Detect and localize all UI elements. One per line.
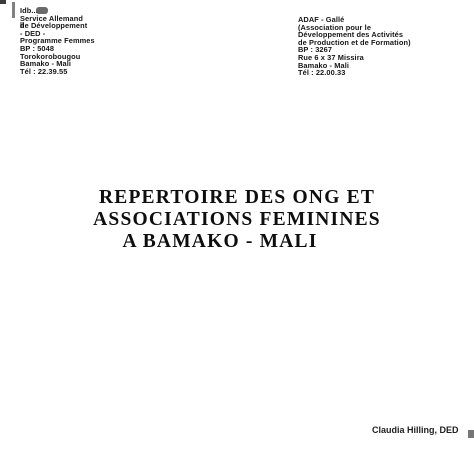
address-line: Tél : 22.00.33	[298, 68, 346, 78]
address-line: Bamako - Mali	[298, 60, 349, 70]
address-line: de Développement	[20, 21, 88, 31]
right-address-block	[298, 16, 411, 77]
document-title	[0, 187, 474, 253]
address-line: Torokorobougou	[20, 51, 81, 61]
address-line: BP : 5048	[20, 43, 55, 53]
scan-smudge	[468, 430, 474, 438]
address-line: - DED -	[20, 28, 46, 38]
title-line: REPERTOIRE DES ONG ET	[98, 187, 376, 208]
scan-smudge	[0, 0, 6, 4]
title-line: A BAMAKO - MALI	[122, 231, 318, 252]
address-line: Développement des Activités	[298, 30, 404, 40]
address-line: Tél : 22.39.55	[20, 66, 68, 76]
address-line: de Production et de Formation)	[298, 37, 411, 47]
scan-smudge	[12, 2, 15, 18]
address-line: BP : 3267	[298, 45, 333, 55]
address-line: Bamako - Mali	[20, 59, 71, 69]
title-line: ASSOCIATIONS FEMININES	[93, 209, 381, 230]
address-line: ADAF - Gallé	[298, 15, 345, 24]
address-line: Service Allemand	[20, 13, 83, 23]
address-line: Rue 6 x 37 Missira	[298, 52, 364, 62]
address-line: Programme Femmes	[20, 36, 95, 46]
address-line: (Association pour le	[298, 22, 372, 32]
author-credit: Claudia Hilling, DED	[372, 425, 459, 435]
left-address-block	[20, 7, 95, 75]
address-line: Idb...	[20, 6, 38, 15]
